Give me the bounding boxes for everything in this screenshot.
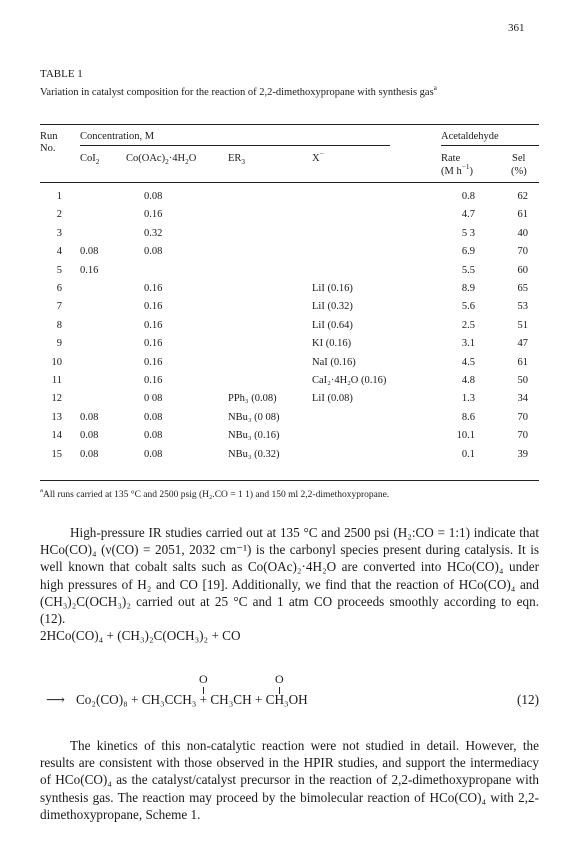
x-sup: − (319, 149, 324, 158)
table-cell-sel: 40 (517, 227, 528, 239)
table-cell-run: 6 (56, 283, 62, 294)
table-caption (40, 83, 540, 99)
table-cell-sel: 62 (517, 191, 528, 202)
table-cell-sel: 47 (517, 338, 528, 350)
table-cell-sel: 65 (517, 283, 528, 294)
table-cell-run: 13 (51, 411, 62, 423)
table-cell-cooac: 0 08 (144, 393, 163, 405)
header-sel: Sel (512, 153, 526, 164)
er3-text: ER (228, 153, 242, 164)
table-cell-sel: 61 (517, 209, 528, 221)
table-cell-sel: 60 (517, 264, 528, 276)
footnote-mark: a (40, 487, 43, 494)
table-cell-sel: 70 (517, 411, 528, 423)
table-cell-cooac: 0.08 (144, 448, 163, 460)
carbonyl-o-1: O (199, 672, 208, 686)
table-cell-sel: 70 (517, 246, 528, 258)
table-cell-x: LiI (0.32) (312, 301, 353, 313)
carbonyl-o-2: O (275, 672, 284, 686)
x-text: X (312, 153, 320, 164)
reaction-arrow: ⟶ (46, 692, 65, 707)
table-cell-cooac: 0.16 (144, 356, 163, 368)
table-cell-sel: 39 (517, 448, 528, 460)
header-cooac (126, 152, 196, 165)
table-cell-sel: 50 (517, 375, 528, 386)
table-cell-coi2: 0.08 (80, 411, 99, 423)
table-cell-cooac: 0.16 (144, 209, 163, 221)
cooac-c: O (188, 153, 197, 164)
table-cell-run: 10 (51, 356, 62, 368)
table-cell-rate: 5 3 (461, 227, 475, 239)
table-cell-run: 1 (56, 191, 62, 202)
table-cell-cooac: 0.08 (144, 191, 163, 202)
er3-sub: 3 (241, 157, 246, 166)
header-coi2 (80, 152, 99, 165)
table-cell-sel: 51 (517, 319, 528, 331)
table-cell-run: 12 (51, 393, 62, 405)
table-cell-coi2: 0.08 (80, 448, 99, 460)
header-x (312, 149, 324, 165)
table-cell-er3: NBu₃ (0.32) (228, 448, 280, 460)
table-cell-cooac: 0.16 (144, 319, 163, 331)
cooac-b: ·4H (168, 153, 186, 164)
table-header-rule (40, 182, 539, 183)
table-cell-er3: PPh₃ (0.08) (228, 393, 277, 405)
table-cell-x: NaI (0.16) (312, 356, 356, 368)
table-cell-rate: 3.1 (461, 338, 475, 350)
table-cell-coi2: 0.08 (80, 430, 99, 442)
table-cell-rate: 2.5 (461, 319, 475, 331)
header-no: No. (40, 143, 56, 154)
paragraph-2 (40, 737, 539, 823)
carbonyl-mark-2 (275, 672, 284, 694)
caption-text: Variation in catalyst composition for the reaction of 2,2-dimethoxypropane with synthesis gas (40, 87, 434, 98)
table-cell-coi2: 0.08 (80, 246, 99, 258)
table-cell-sel: 61 (517, 356, 528, 368)
table-cell-run: 9 (56, 338, 62, 350)
table-cell-rate: 8.9 (461, 283, 475, 294)
table-cell-x: LiI (0.16) (312, 283, 353, 294)
cooac-sub1: 2 (165, 157, 169, 166)
table-cell-cooac: 0.08 (144, 430, 163, 442)
table-cell-rate: 0.8 (461, 191, 475, 202)
cooac-a: Co(OAc) (126, 153, 166, 164)
header-rate-unit (441, 162, 474, 178)
table-cell-sel: 70 (517, 430, 528, 442)
cooac-sub2: 2 (185, 157, 189, 166)
coi2-sub: 2 (95, 157, 100, 166)
table-label: TABLE 1 (40, 68, 83, 80)
header-er3 (228, 152, 245, 165)
table-cell-x: KI (0.16) (312, 338, 352, 350)
table-cell-run: 15 (51, 448, 62, 460)
carbonyl-mark-1 (199, 672, 208, 694)
table-cell-cooac: 0.16 (144, 338, 163, 350)
equation-line-1: 2HCo(CO)₄ + (CH₃)₂C(OCH₃)₂ + CO (40, 628, 241, 643)
equation-line-2 (40, 674, 539, 714)
table-cell-cooac: 0.16 (144, 301, 163, 313)
table-cell-x: LiI (0.08) (312, 393, 353, 405)
table-cell-run: 4 (56, 246, 62, 258)
table-cell-x: CaI₂·4H₂O (0.16) (312, 375, 387, 386)
acetaldehyde-rule (441, 145, 539, 146)
table-cell-run: 7 (56, 301, 62, 313)
table-cell-run: 11 (51, 375, 62, 386)
header-acetaldehyde: Acetaldehyde (441, 131, 499, 142)
table-cell-cooac: 0.08 (144, 411, 163, 423)
paragraph-1 (40, 524, 539, 627)
table-top-rule (40, 124, 539, 125)
table-cell-coi2: 0.16 (80, 264, 99, 276)
concentration-rule (80, 145, 390, 146)
table-cell-rate: 4.7 (461, 209, 475, 221)
rate-unit-end: ) (469, 166, 474, 177)
table-cell-rate: 1.3 (461, 393, 475, 405)
table-cell-cooac: 0.16 (144, 375, 163, 386)
table-cell-er3: NBu₃ (0.16) (228, 430, 280, 442)
table-cell-rate: 4.5 (461, 356, 475, 368)
header-rate: Rate (441, 153, 461, 164)
table-cell-sel: 53 (517, 301, 528, 313)
table-cell-run: 14 (51, 430, 62, 442)
footnote-text: All runs carried at 135 °C and 2500 psig (H₂.CO = 1 1) and 150 ml 2,2-dimethoxypropane. (42, 490, 390, 500)
table-cell-x: LiI (0.64) (312, 319, 353, 331)
table-cell-rate: 8.6 (461, 411, 475, 423)
table-cell-sel: 34 (517, 393, 528, 405)
header-run: Run (40, 131, 58, 142)
table-cell-run: 5 (56, 264, 62, 276)
header-sel-unit: (%) (511, 166, 527, 177)
table-cell-cooac: 0.16 (144, 283, 163, 294)
table-cell-cooac: 0.32 (144, 227, 163, 239)
header-concentration: Concentration, M (80, 131, 155, 142)
equation-number: (12) (517, 692, 539, 707)
table-cell-cooac: 0.08 (144, 246, 163, 258)
equation-products: Co₂(CO)₈ + CH₃CCH₃ + CH₃CH + CH₃OH (76, 692, 308, 707)
caption-footnote-mark: a (433, 83, 437, 92)
page-number: 361 (508, 22, 525, 34)
table-cell-run: 3 (56, 227, 62, 239)
table-cell-rate: 0.1 (461, 448, 475, 460)
paragraph-2-text: The kinetics of this non-catalytic reaction were not studied in detail. However, the results are consistent with those observed in the HPIR studies, and support the intermediacy of HCo(CO)₄ as the catalyst/catalyst precursor in the reaction of 2,2-dimethoxypropane with synthesis gas. The reaction may proceed by the bimolecular reaction of HCo(CO)₄ with 2,2-dimethoxypropane, Scheme 1. (40, 738, 539, 822)
table-cell-er3: NBu₃ (0 08) (228, 411, 280, 423)
table-cell-rate: 4.8 (461, 375, 475, 386)
table-cell-rate: 5.6 (461, 301, 475, 313)
table-footnote (40, 489, 540, 501)
table-cell-rate: 5.5 (461, 264, 475, 276)
table-cell-run: 8 (56, 319, 62, 331)
table-cell-rate: 6.9 (461, 246, 475, 258)
table-cell-run: 2 (56, 209, 62, 221)
table-bottom-rule (40, 480, 539, 481)
paragraph-1-text: High-pressure IR studies carried out at 135 °C and 2500 psi (H₂:CO = 1:1) indicate that HCo(CO)₄ (ν(CO) = 2051, 2032 cm⁻¹) is the carbonyl species present during catalysis. It is well known that cobalt salts such as Co(OAc)₂·4H₂O are converted into HCo(CO)₄ under high pressures of H₂ and CO [19]. Additionally, we find that the reaction of HCo(CO)₄ and (CH₃)₂C(OCH₃)₂ carried out at 25 °C and 1 atm CO proceeds smoothly according to eqn. (12). (40, 525, 539, 627)
rate-unit-text: (M h (441, 166, 462, 177)
rate-unit-sup: −1 (461, 162, 470, 171)
coi2-text: CoI (80, 153, 96, 164)
table-cell-rate: 10.1 (456, 430, 475, 442)
